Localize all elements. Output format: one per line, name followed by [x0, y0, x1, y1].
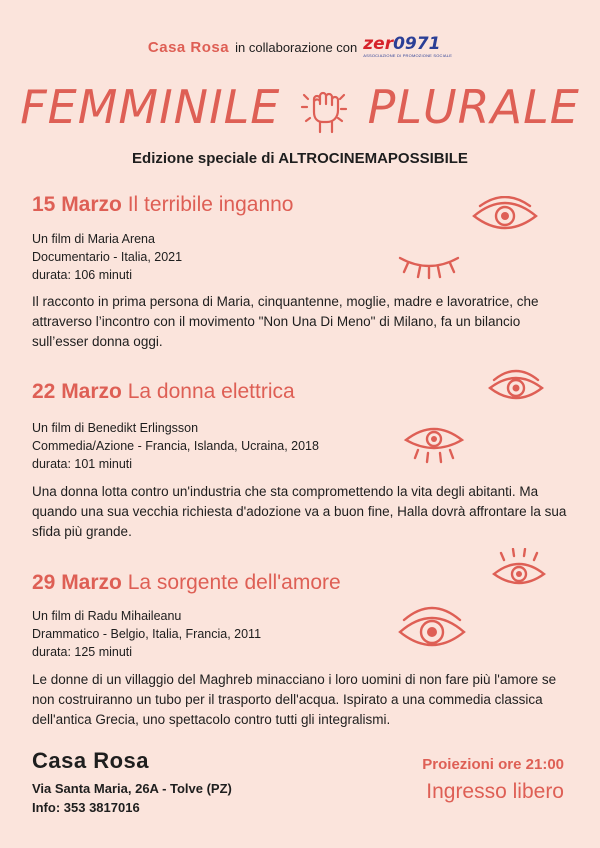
film-2-name: La donna elettrica [127, 380, 295, 403]
film-1-date: 15 Marzo [32, 193, 122, 216]
film-3-title [32, 571, 341, 595]
projection-time: Proiezioni ore 21:00 [422, 756, 564, 773]
free-entry: Ingresso libero [426, 780, 564, 803]
venue-name: Casa Rosa [32, 748, 150, 773]
film-1-genre: Documentario - Italia, 2021 [32, 250, 183, 264]
film-3-meta [32, 607, 261, 661]
film-1-name: Il terribile inganno [127, 193, 294, 216]
closed-eye-icon [396, 252, 462, 280]
film-1-title [32, 193, 293, 217]
open-eye-icon [470, 196, 540, 236]
film-3-director: Un film di Radu Mihaileanu [32, 609, 182, 623]
title-right: PLURALE [367, 80, 580, 134]
raised-fist-icon [298, 85, 350, 137]
film-1-director: Un film di Maria Arena [32, 232, 155, 246]
open-eye-lashes-icon [490, 548, 548, 594]
org-name: Casa Rosa [147, 38, 230, 56]
collab-text: in collaborazione con [235, 39, 358, 55]
film-2-genre: Commedia/Azione - Francia, Islanda, Ucraina, 2018 [32, 439, 319, 453]
venue-address: Via Santa Maria, 26A - Tolve (PZ) [32, 781, 232, 796]
venue-details [32, 779, 232, 817]
film-3-genre: Drammatico - Belgio, Italia, Francia, 2011 [32, 627, 262, 641]
open-eye-icon [486, 368, 546, 408]
film-2-description: Una donna lotta contro un'industria che sta compromettendo la vita degli abitanti. Ma quando una sua vecchia richiesta d'adozione va a buon fine, Halla dovrà affrontare la sua sfida più grande. [32, 484, 567, 539]
film-1-duration: durata: 106 minuti [32, 268, 133, 282]
film-1-meta [32, 230, 182, 284]
poster-title [0, 80, 600, 137]
film-3-description: Le donne di un villaggio del Maghreb minacciano i loro uomini di non fare più l'amore se non costruiranno un tubo per il trasporto dell'acqua. Ispirato a una commedia classica dell'antica Grecia, uno spettacolo contro tutti gli integralismi. [32, 672, 557, 727]
film-2-meta [32, 419, 319, 473]
film-2-title [32, 380, 295, 404]
subtitle: Edizione speciale di ALTROCINEMAPOSSIBILE [132, 150, 468, 167]
film-2-duration: durata: 101 minuti [32, 457, 133, 471]
open-eye-lashes-icon [402, 422, 466, 466]
film-3-date: 29 Marzo [32, 571, 122, 594]
open-eye-icon [396, 604, 468, 660]
film-2-director: Un film di Benedikt Erlingsson [32, 421, 199, 435]
film-3-name: La sorgente dell'amore [127, 571, 341, 594]
venue-info: Info: 353 3817016 [32, 800, 140, 815]
zero971-logo: zer0971 ASSOCIAZIONE DI PROMOZIONE SOCIALE [363, 34, 453, 58]
film-2-date: 22 Marzo [32, 380, 122, 403]
film-3-duration: durata: 125 minuti [32, 645, 133, 659]
header-line [0, 36, 600, 58]
title-left: FEMMINILE [20, 80, 281, 134]
film-1-description: Il racconto in prima persona di Maria, cinquantenne, moglie, madre e lavoratrice, che attraverso l’incontro con il movimento "Non Una Di Meno" di Milano, fa un bilancio sull’esser donna oggi. [32, 294, 539, 349]
